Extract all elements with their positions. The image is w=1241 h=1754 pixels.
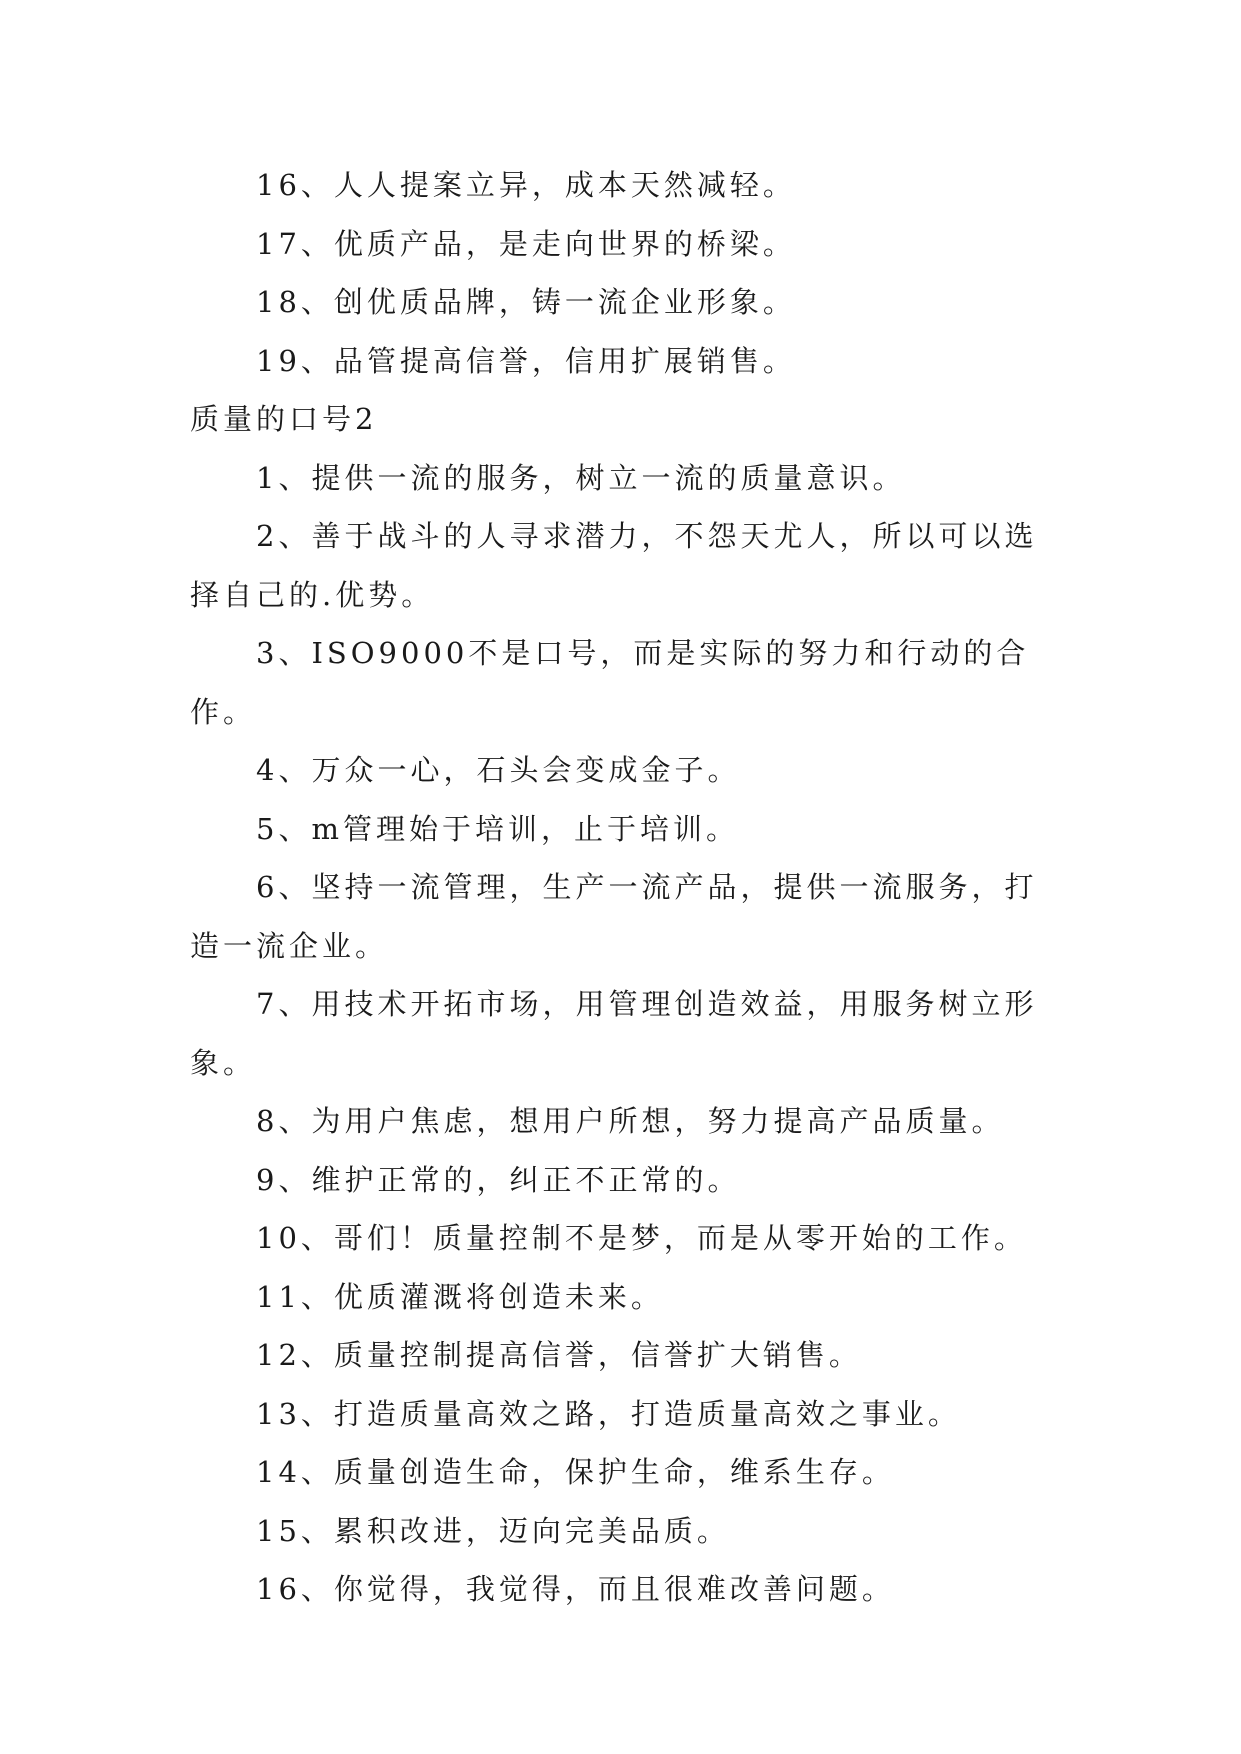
- slogan-line: 14、质量创造生命，保护生命，维系生存。: [256, 1455, 895, 1489]
- slogan-line: 16、人人提案立异，成本天然减轻。: [256, 168, 796, 202]
- slogan-line: 11、优质灌溉将创造未来。: [256, 1279, 664, 1314]
- slogan-line: 9、维护正常的，纠正不正常的。: [256, 1162, 741, 1197]
- slogan-line: 4、万众一心，石头会变成金子。: [256, 753, 741, 787]
- slogan-line: 6、坚持一流管理，生产一流产品，提供一流服务，打造一流企业。: [190, 870, 1038, 963]
- slogan-line: 7、用技术开拓市场，用管理创造效益，用服务树立形象。: [190, 987, 1038, 1080]
- slogan-line: 16、你觉得，我觉得，而且很难改善问题。: [256, 1572, 895, 1606]
- slogan-line: 5、m管理始于培训，止于培训。: [256, 811, 739, 846]
- slogan-line: 17、优质产品，是走向世界的桥梁。: [256, 226, 796, 261]
- slogan-line: 12、质量控制提高信誉，信誉扩大销售。: [256, 1338, 862, 1372]
- slogan-line: 2、善于战斗的人寻求潜力，不怨天尤人，所以可以选择自己的.优势。: [190, 519, 1038, 612]
- slogan-line: 1、提供一流的服务，树立一流的质量意识。: [256, 460, 906, 495]
- slogan-line: 3、ISO9000不是口号，而是实际的努力和行动的合作。: [190, 636, 1030, 729]
- section-heading: 质量的口号2: [190, 402, 378, 436]
- document-body: [190, 156, 1070, 1619]
- slogan-line: 8、为用户焦虑，想用户所想，努力提高产品质量。: [256, 1104, 1005, 1138]
- slogan-line: 13、打造质量高效之路，打造质量高效之事业。: [256, 1396, 961, 1431]
- slogan-line: 10、哥们！质量控制不是梦，而是从零开始的工作。: [256, 1221, 1027, 1255]
- slogan-line: 19、品管提高信誉，信用扩展销售。: [256, 343, 796, 378]
- slogan-line: 18、创优质品牌，铸一流企业形象。: [256, 285, 796, 319]
- slogan-line: 15、累积改进，迈向完美品质。: [256, 1513, 730, 1548]
